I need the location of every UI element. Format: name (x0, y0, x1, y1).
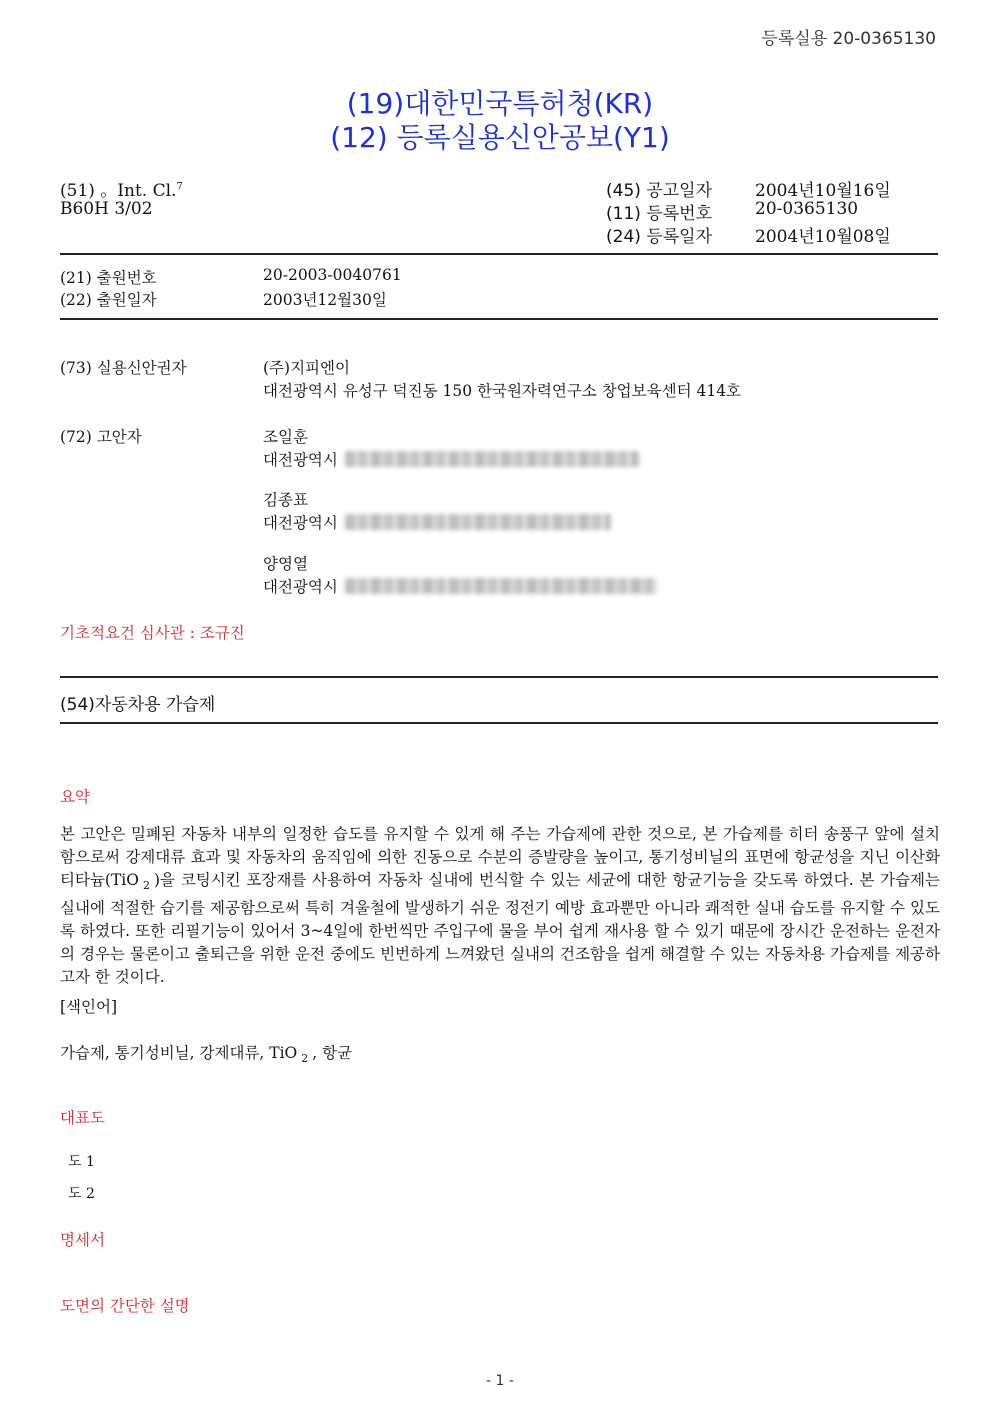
classification-label (60, 176, 183, 201)
abstract-heading: 요약 (60, 788, 90, 806)
holder-label: (73) 실용신안권자 (60, 359, 187, 377)
invention-title: (54)자동차용 가습제 (60, 695, 216, 715)
drawings-heading: 도면의 간단한 설명 (60, 1297, 190, 1315)
holder-address: 대전광역시 유성구 덕진동 150 한국원자력연구소 창업보육센터 414호 (263, 382, 742, 400)
pub-label-11: (11) 등록번호 (606, 204, 712, 224)
figure-ref: 도 1 (68, 1154, 95, 1170)
keywords-part2: , 항균 (312, 1044, 353, 1062)
abstract-text (60, 823, 940, 989)
pub-value-11: 20-0365130 (755, 199, 859, 219)
pub-label-24: (24) 등록일자 (606, 227, 712, 247)
spec-heading: 명세서 (60, 1231, 105, 1249)
divider (60, 318, 938, 320)
keywords-text (60, 1041, 352, 1065)
examiner: 기초적요건 심사관 : 조규진 (60, 624, 245, 642)
app-number-label: (21) 출원번호 (60, 269, 157, 287)
inventors-label: (72) 고안자 (60, 428, 142, 446)
classification-code: B60H 3/02 (60, 199, 153, 219)
redacted-address (345, 514, 611, 530)
inventor-city: 대전광역시 (263, 451, 338, 469)
pub-value-45: 2004년10월16일 (755, 181, 891, 201)
redacted-address (345, 578, 657, 594)
holder-name: (주)지피엔이 (263, 359, 350, 377)
abstract-text-part1: 본 고안은 밀폐된 자동차 내부의 일정한 습도를 유지할 수 있게 해 주는 가습제에 관한 것으로, 본 가습제를 히터 송풍구 앞에 설치함으로써 강제대류 효과 및 자동차의 움직임에 의한 진동으로 수분의 증발량을 높이고, 통기성비닐의 표면에 항균성을 지닌 이산화티타늄(TiO (60, 825, 940, 889)
divider (60, 676, 938, 678)
app-date-label: (22) 출원일자 (60, 291, 157, 309)
office-title: (19)대한민국특허청(KR) (346, 87, 654, 120)
divider (60, 253, 938, 255)
divider (60, 722, 938, 724)
keywords-heading: [색인어] (60, 998, 118, 1016)
app-number-value: 20-2003-0040761 (263, 266, 402, 284)
abstract-text-part2: )을 코팅시킨 포장재를 사용하여 자동차 실내에 번식할 수 있는 세균에 대한 항균기능을 갖도록 하였다. 본 가습제는 실내에 적절한 습기를 제공함으로써 특히 겨울철에 발생하기 쉬운 정전기 예방 효과뿐만 아니라 쾌적한 실내 습도를 유지할 수 있도록 하였다. 또한 리필기능이 있어서 3~4일에 한번씩만 주입구에 물을 부어 쉽게 재사용 할 수 있기 때문에 장시간 운전하는 운전자의 경우는 물론이고 출퇴근을 위한 운전 중에도 빈번하게 느껴왔던 실내의 건조함을 쉽게 해결할 수 있는 자동차용 가습제를 제공하고자 한 것이다. (60, 871, 940, 986)
pub-value-24: 2004년10월08일 (755, 227, 891, 247)
gazette-title: (12) 등록실용신안공보(Y1) (330, 121, 670, 154)
inventor-name: 김종표 (263, 491, 308, 509)
figure-ref: 도 2 (68, 1186, 95, 1202)
inventor-name: 조일훈 (263, 428, 308, 446)
redacted-address (345, 451, 639, 467)
app-date-value: 2003년12월30일 (263, 291, 387, 309)
page-number: - 1 - (486, 1373, 514, 1389)
inventor-city: 대전광역시 (263, 514, 338, 532)
keywords-part1: 가습제, 통기성비닐, 강제대류, TiO (60, 1044, 298, 1062)
abstract-subscript: 2 (142, 879, 150, 892)
classification-label-text: (51) 。Int. Cl. (60, 181, 177, 201)
representative-heading: 대표도 (60, 1109, 105, 1127)
classification-edition: 7 (176, 181, 183, 193)
document-number: 등록실용 20-0365130 (761, 29, 936, 49)
inventor-name: 양영열 (263, 555, 308, 573)
keywords-subscript: 2 (301, 1052, 309, 1065)
inventor-city: 대전광역시 (263, 578, 338, 596)
pub-label-45: (45) 공고일자 (606, 181, 712, 201)
